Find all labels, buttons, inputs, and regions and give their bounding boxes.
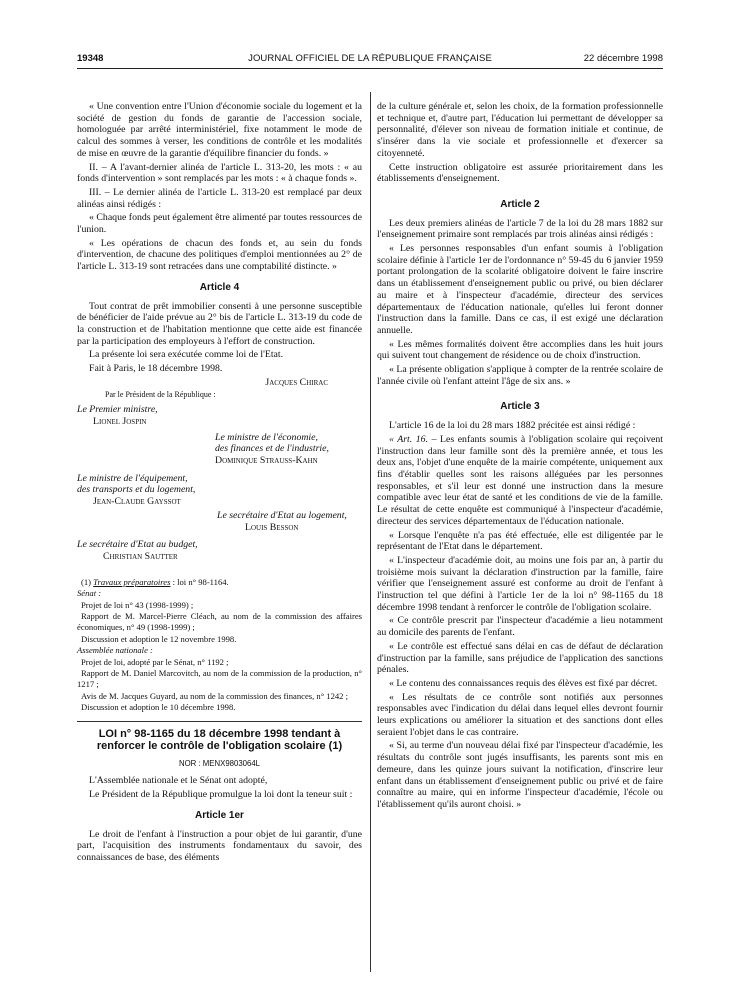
paragraph: « Les mêmes formalités doivent être accomplies dans les huit jours qui suivent tout changement de résidence ou de choix d'instruction. <box>377 338 663 362</box>
signatory-name: Christian Sautter <box>103 550 178 562</box>
article-16-label: « Art. 16. <box>389 433 429 445</box>
signatory-name: Louis Besson <box>245 521 299 533</box>
paragraph: Les deux premiers alinéas de l'article 7 de la loi du 28 mars 1882 sur l'enseignement primaire sont remplacés par trois alinéas ainsi rédigés : <box>377 217 663 241</box>
nor-reference: NOR : MENX9803064L <box>178 758 261 768</box>
footnote-heading: Assemblée nationale : <box>77 645 153 656</box>
paragraph: L'Assemblée nationale et le Sénat ont adopté, <box>89 775 268 787</box>
signatory-block-logement <box>77 510 362 533</box>
footnotes <box>77 577 362 713</box>
footnote-line: Rapport de M. Marcel-Pierre Cléach, au nom de la commission des affaires économiques, n° 49 (1998-1999) ; <box>77 611 362 632</box>
signatory-block-equipement <box>77 473 362 508</box>
signatory-title: Le Premier ministre, <box>77 404 158 416</box>
paragraph: « Les personnes responsables d'un enfant soumis à l'obligation scolaire définie à l'article 1er de l'ordonnance n° 59-45 du 6 janvier 1959 portant prolongation de la scolarité obligatoire doivent le faire inscrire dans un établissement d'enseignement public ou privé, ou bien déclarer au maire et à l'inspecteur d'académie, directeur des services départementaux de l'éducation nationale, qu'elles lui feront donner l'instruction dans la famille. Dans ce cas, il est exigé une déclaration annuelle. <box>377 243 663 336</box>
signatory-name: Jean-Claude Gayssot <box>93 496 181 508</box>
law-title: LOI n° 98-1165 du 18 décembre 1998 tendant à renforcer le contrôle de l'obligation scolaire (1) <box>96 727 343 752</box>
footnote-line: Avis de M. Jacques Guyard, au nom de la commission des finances, n° 1242 ; <box>81 690 349 701</box>
header-rule <box>77 68 663 69</box>
paragraph: L'article 16 de la loi du 28 mars 1882 précitée est ainsi rédigé : <box>389 420 636 432</box>
paragraph: Le Président de la République promulgue la loi dont la teneur suit : <box>89 789 353 801</box>
paragraph: « Le contrôle est effectué sans délai en cas de défaut de déclaration d'instruction par la famille, sans préjudice de l'application des sanctions pénales. <box>377 640 663 676</box>
article-2-heading: Article 2 <box>500 198 540 210</box>
issue-date: 22 décembre 1998 <box>583 53 663 64</box>
paragraph: « Ce contrôle prescrit par l'inspecteur d'académie a lieu notamment au domicile des parents de l'enfant. <box>377 615 663 639</box>
footnote-label: Travaux préparatoires <box>93 576 171 587</box>
footnote-line: Rapport de M. Daniel Marcovitch, au nom de la commission de la production, n° 1217 ; <box>77 668 362 689</box>
paragraph: « Le contenu des connaissances requis des élèves est fixé par décret. <box>389 677 658 689</box>
article-4-heading: Article 4 <box>199 281 240 293</box>
left-column <box>77 101 362 866</box>
signatory-block-budget <box>77 539 362 562</box>
section-divider <box>77 721 362 722</box>
paragraph: de la culture générale et, selon les choix, de la formation professionnelle et technique et, d'autre part, l'éducation lui permettant de développer sa personnalité, d'élever son niveau de formation initiale et continue, de s'insérer dans la vie sociale et professionnelle et d'exercer sa citoyenneté. <box>377 101 663 159</box>
paragraph: Tout contrat de prêt immobilier consenti à une personne susceptible de bénéficier de l'aide prévue au 2° bis de l'article L. 313-19 du code de la construction et de l'habitation mentionne que cette aide est financée par la participation des employeurs à l'effort de construction. <box>77 300 362 347</box>
article-3-heading: Article 3 <box>500 401 540 413</box>
signatory-title: des finances et de l'industrie, <box>215 443 329 455</box>
signatory-title: Le ministre de l'économie, <box>215 431 318 443</box>
paragraph: Le droit de l'enfant à l'instruction a pour objet de lui garantir, d'une part, l'acquisition des instruments fondamentaux du savoir, des connaissances de base, des éléments <box>77 828 362 863</box>
signatory-block-economie <box>77 432 362 467</box>
signatory-title: Le secrétaire d'Etat au budget, <box>77 539 198 551</box>
footnote-line: Discussion et adoption le 10 décembre 1998. <box>81 702 236 713</box>
paragraph: Fait à Paris, le 18 décembre 1998. <box>89 363 223 375</box>
paragraph: La présente loi sera exécutée comme loi de l'Etat. <box>89 349 284 361</box>
paragraph: « L'inspecteur d'académie doit, au moins une fois par an, à partir du troisième mois suivant la déclaration d'instruction par la famille, faire vérifier que l'enseignement assuré est conforme au droit de l'enfant à l'instruction tel que défini à l'article 1er de la loi n° 98-1165 du 18 décembre 1998 tendant à renforcer le contrôle de l'obligation scolaire. <box>377 554 663 613</box>
paragraph: « Les opérations de chacun des fonds et, au sein du fonds d'intervention, de chacune des politiques d'emploi mentionnées au 2° de l'article L. 313-19 sont retracées dans une comptabilité distincte. » <box>77 237 362 273</box>
footnote-line: Discussion et adoption le 12 novembre 1998. <box>81 633 237 644</box>
article-1-heading: Article 1er <box>195 809 244 821</box>
paragraph: II. – A l'avant-dernier alinéa de l'article L. 313-20, les mots : « au fonds d'intervention » sont remplacés par les mots : « à chaque fonds ». <box>77 161 362 185</box>
column-divider <box>370 92 371 972</box>
paragraph: « Chaque fonds peut également être alimenté par toutes ressources de l'union. <box>77 212 362 236</box>
footnote-line: Projet de loi n° 43 (1998-1999) ; <box>81 599 194 610</box>
signatory-title: Le secrétaire d'Etat au logement, <box>217 509 347 521</box>
signatory-title: des transports et du logement, <box>77 484 196 496</box>
paragraph: Cette instruction obligatoire est assurée prioritairement dans les établissements d'enseignement. <box>377 161 663 185</box>
footnote-line: Projet de loi, adopté par le Sénat, n° 1192 ; <box>81 656 229 667</box>
signatory-name: Dominique Strauss-Kahn <box>215 454 318 466</box>
right-column <box>377 101 663 813</box>
signature-president: Jacques Chirac <box>265 376 328 388</box>
signatory-title: Le ministre de l'équipement, <box>77 472 188 484</box>
page-number: 19348 <box>77 53 104 64</box>
footnote-heading: Sénat : <box>77 588 102 599</box>
paragraph: « Une convention entre l'Union d'économie sociale du logement et la société de gestion du fonds de garantie de l'accession sociale, homologuée par arrêté interministériel, fixe notamment le mode de calcul des sommes à verser, les conditions de contrôle et les modalités de mise en œuvre de la garantie d'équilibre financier du fonds. » <box>77 101 362 159</box>
paragraph: « La présente obligation s'applique à compter de la rentrée scolaire de l'année civile où l'enfant atteint l'âge de six ans. » <box>377 364 663 387</box>
paragraph: « Si, au terme d'un nouveau délai fixé par l'inspecteur d'académie, les résultats du contrôle sont jugés insuffisants, les parents sont mis en demeure, dans les quinze jours suivant la notification, d'inscrire leur enfant dans un établissement d'enseignement public ou privé et de faire connaître au maire, qui en informe l'inspecteur d'académie, l'école ou l'établissement qu'ils auront choisi. » <box>377 740 663 810</box>
paragraph: « Les résultats de ce contrôle sont notifiés aux personnes responsables avec l'indication du délai dans lequel elles devront fournir leurs explications ou améliorer la situation et des sanctions dont elles seraient l'objet dans le cas contraire. <box>377 691 663 738</box>
par-le-president: Par le Président de la République : <box>105 390 216 400</box>
paragraph: « Lorsque l'enquête n'a pas été effectuée, elle est diligentée par le représentant de l'Etat dans le département. <box>377 529 663 553</box>
paragraph: III. – Le dernier alinéa de l'article L. 313-20 est remplacé par deux alinéas ainsi rédigés : <box>77 186 362 210</box>
paragraph: « Art. 16. – Les enfants soumis à l'obligation scolaire qui reçoivent l'instruction dans leur famille sont dès la première année, et tous les deux ans, l'objet d'une enquête de la mairie compétente, uniquement aux fins d'établir quelles sont les raisons alléguées par les personnes responsables, et s'il leur est donné une instruction dans la mesure compatible avec leur état de santé et les conditions de vie de la famille. Le résultat de cette enquête est communiqué à l'inspecteur d'académie, directeur des services départementaux de l'éducation nationale. <box>377 433 663 527</box>
journal-title: JOURNAL OFFICIEL DE LA RÉPUBLIQUE FRANÇAISE <box>248 53 492 64</box>
page-header <box>77 53 663 67</box>
signatory-name: Lionel Jospin <box>93 415 147 427</box>
footnote-travaux: (1) Travaux préparatoires : loi n° 98-1164. <box>81 576 229 587</box>
